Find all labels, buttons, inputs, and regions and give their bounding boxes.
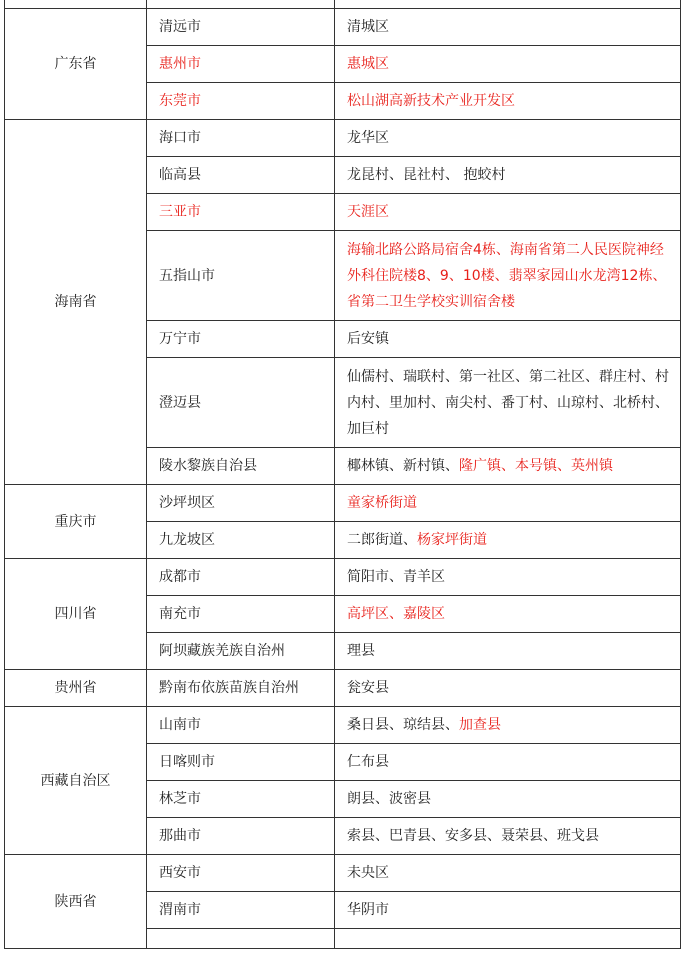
- city-cell: 黔南布依族苗族自治州: [147, 670, 335, 707]
- area-text: 龙华区: [347, 130, 389, 146]
- area-text: 二郎街道、: [347, 532, 417, 548]
- province-cell: 陕西省: [5, 855, 147, 949]
- area-text: 仁布县: [347, 754, 389, 770]
- city-cell: 成都市: [147, 559, 335, 596]
- city-cell: 日喀则市: [147, 744, 335, 781]
- city-cell: 渭南市: [147, 892, 335, 929]
- city-cell: 万宁市: [147, 321, 335, 358]
- area-text: 椰林镇、新村镇、: [347, 458, 459, 474]
- table-row: [5, 670, 681, 707]
- province-cell: 西藏自治区: [5, 707, 147, 855]
- area-cell: [335, 596, 681, 633]
- city-cell: 惠州市: [147, 46, 335, 83]
- table-row: [5, 485, 681, 522]
- area-text: 松山湖高新技术产业开发区: [347, 93, 515, 109]
- city-cell: [147, 929, 335, 949]
- region-table-container: [4, 0, 680, 949]
- area-cell: [335, 83, 681, 120]
- area-cell: [335, 448, 681, 485]
- province-cell: [5, 0, 147, 9]
- area-cell: [335, 9, 681, 46]
- area-text: 童家桥街道: [347, 495, 417, 511]
- area-cell: [335, 707, 681, 744]
- area-text: 高坪区、嘉陵区: [347, 606, 445, 622]
- province-cell: 四川省: [5, 559, 147, 670]
- table-row: [5, 120, 681, 157]
- province-cell: 重庆市: [5, 485, 147, 559]
- city-cell: 林芝市: [147, 781, 335, 818]
- city-cell: 东莞市: [147, 83, 335, 120]
- area-text: 清城区: [347, 19, 389, 35]
- table-row: [5, 707, 681, 744]
- city-cell: 清远市: [147, 9, 335, 46]
- city-cell: 澄迈县: [147, 358, 335, 448]
- city-cell: 山南市: [147, 707, 335, 744]
- table-row: [5, 0, 681, 9]
- area-cell: [335, 781, 681, 818]
- area-text: 桑日县、琼结县、: [347, 717, 459, 733]
- area-cell: [335, 194, 681, 231]
- area-text: 后安镇: [347, 331, 389, 347]
- area-cell: [335, 522, 681, 559]
- area-cell: [335, 559, 681, 596]
- area-text: 杨家坪街道: [417, 532, 487, 548]
- area-text: 华阴市: [347, 902, 389, 918]
- province-cell: 广东省: [5, 9, 147, 120]
- province-cell: 海南省: [5, 120, 147, 485]
- region-table: [4, 0, 681, 949]
- area-cell: [335, 744, 681, 781]
- region-table-body: [5, 0, 681, 949]
- area-text: 加查县: [459, 717, 501, 733]
- city-cell: 那曲市: [147, 818, 335, 855]
- area-cell: [335, 818, 681, 855]
- area-text: 惠城区: [347, 56, 389, 72]
- area-cell: [335, 46, 681, 83]
- province-cell: 贵州省: [5, 670, 147, 707]
- area-text: 理县: [347, 643, 375, 659]
- area-cell: [335, 0, 681, 9]
- area-cell: [335, 321, 681, 358]
- area-cell: [335, 855, 681, 892]
- city-cell: 陵水黎族自治县: [147, 448, 335, 485]
- area-cell: [335, 633, 681, 670]
- area-text: 瓮安县: [347, 680, 389, 696]
- area-text: 天涯区: [347, 204, 389, 220]
- area-text: 朗县、波密县: [347, 791, 431, 807]
- area-cell: [335, 670, 681, 707]
- table-row: [5, 9, 681, 46]
- area-text: 海输北路公路局宿舍4栋、海南省第二人民医院神经外科住院楼8、9、10楼、翡翠家园山水龙湾12栋、省第二卫生学校实训宿舍楼: [347, 241, 667, 310]
- area-cell: [335, 485, 681, 522]
- area-cell: [335, 358, 681, 448]
- city-cell: 海口市: [147, 120, 335, 157]
- area-text: 索县、巴青县、安多县、聂荣县、班戈县: [347, 828, 599, 844]
- area-text: 未央区: [347, 865, 389, 881]
- area-cell: [335, 231, 681, 321]
- area-text: 仙儒村、瑞联村、第一社区、第二社区、群庄村、村内村、里加村、南尖村、番丁村、山琼村、北桥村、加巨村: [347, 368, 669, 437]
- area-cell: [335, 929, 681, 949]
- city-cell: 南充市: [147, 596, 335, 633]
- city-cell: 五指山市: [147, 231, 335, 321]
- city-cell: 沙坪坝区: [147, 485, 335, 522]
- area-cell: [335, 892, 681, 929]
- city-cell: [147, 0, 335, 9]
- area-text: 简阳市、青羊区: [347, 569, 445, 585]
- table-row: [5, 559, 681, 596]
- city-cell: 临高县: [147, 157, 335, 194]
- city-cell: 九龙坡区: [147, 522, 335, 559]
- area-text: 龙昆村、昆社村、 抱蛟村: [347, 167, 506, 183]
- table-row: [5, 855, 681, 892]
- city-cell: 三亚市: [147, 194, 335, 231]
- area-cell: [335, 157, 681, 194]
- area-text: 隆广镇、本号镇、英州镇: [459, 458, 613, 474]
- city-cell: 阿坝藏族羌族自治州: [147, 633, 335, 670]
- city-cell: 西安市: [147, 855, 335, 892]
- area-cell: [335, 120, 681, 157]
